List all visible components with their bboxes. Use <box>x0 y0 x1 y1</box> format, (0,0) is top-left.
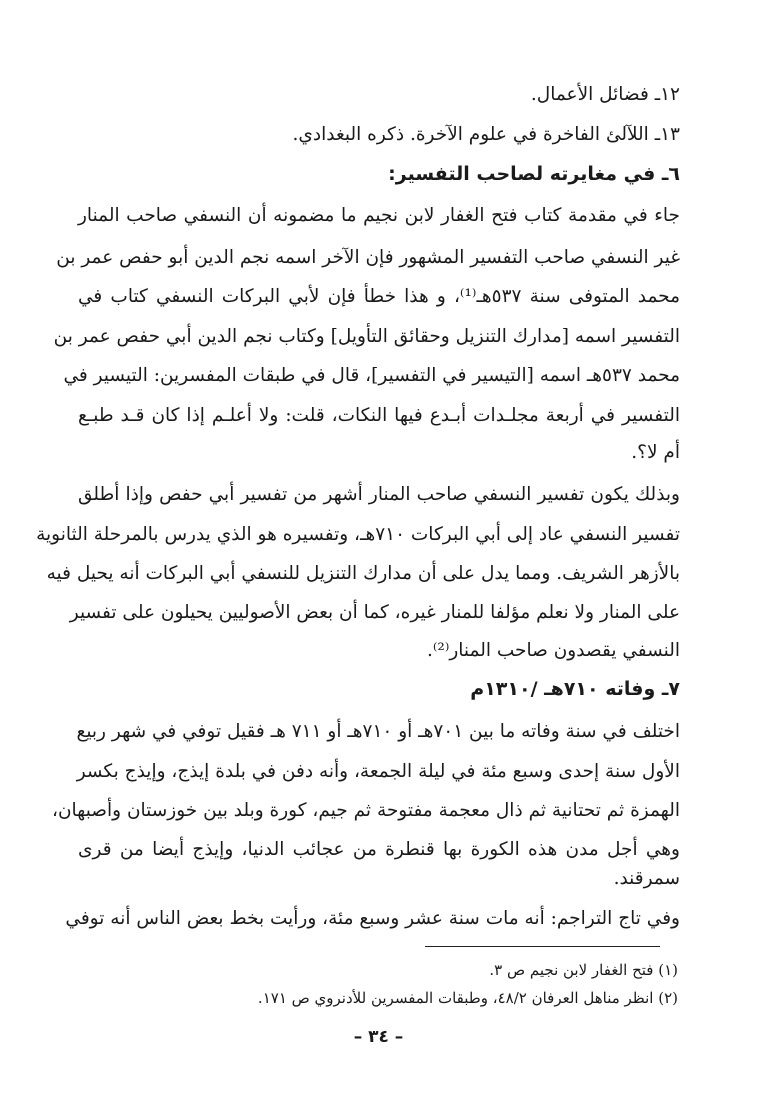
section-6-heading: ٦ـ في مغايرته لصاحب التفسير: <box>388 163 680 185</box>
section-7-para2-line-1: وفي تاج التراجم: أنه مات سنة عشر وسبع مئة، ورأيت بخط بعض الناس أنه توفي <box>65 908 680 929</box>
section-6-line-5: محمد ٥٣٧هـ اسمه [التيسير في التفسير]، قال في طبقات المفسرين: التيسير في <box>63 365 680 386</box>
section-6-line-4: التفسير اسمه [مدارك التنزيل وحقائق التأويل] وكتاب نجم الدين أبي حفص عمر بن <box>53 326 680 347</box>
list-item-13: ١٣ـ اللآلئ الفاخرة في علوم الآخرة. ذكره البغدادي. <box>292 124 680 145</box>
section-6-line-7: أم لا؟. <box>631 442 680 463</box>
section-6-para2-line-1: وبذلك يكون تفسير النسفي صاحب المنار أشهر من تفسير أبي حفص وإذا أطلق <box>78 484 680 505</box>
footnote-2: (٢) انظر مناهل العرفان ٤٨/٢، وطبقات المفسرين للأدنروي ص ١٧١. <box>257 989 678 1007</box>
section-6-para2-line-3: بالأزهر الشريف. ومما يدل على أن مدارك التنزيل للنسفي أبي البركات أنه يحيل فيه <box>46 563 680 584</box>
section-7-line-2: الأول سنة إحدى وسبع مئة في ليلة الجمعة، وأنه دفن في بلدة إيذج، وإيذج بكسر <box>76 761 680 782</box>
section-7-line-1: اختلف في سنة وفاته ما بين ٧٠١هـ أو ٧١٠هـ أو ٧١١ هـ فقيل توفي في شهر ربيع <box>76 721 680 742</box>
page-number: – ٣٤ – <box>353 1027 404 1047</box>
section-6-para2-line-5: النسفي يقصدون صاحب المنار⁽²⁾. <box>426 640 680 661</box>
section-6-para2-line-2: تفسير النسفي عاد إلى أبي البركات ٧١٠هـ، وتفسيره هو الذي يدرس بالمرحلة الثانوية <box>36 524 680 545</box>
section-7-line-3: الهمزة ثم تحتانية ثم ذال معجمة مفتوحة ثم جيم، كورة وبلد بين خوزستان وأصبهان، <box>51 800 680 821</box>
section-6-line-6: التفسير في أربعة مجلـدات أبـدع فيها النكات، قلت: ولا أعلـم إذا كان قـد طبـع <box>78 405 680 426</box>
section-7-heading: ٧ـ وفاته ٧١٠هـ /١٣١٠م <box>470 678 680 700</box>
section-7-line-4: وهي أجل مدن هذه الكورة بها قنطرة من عجائب الدنيا، وإيذج أيضا من قرى <box>78 839 680 860</box>
section-6-line-3: محمد المتوفى سنة ٥٣٧هـ⁽¹⁾، و هذا خطأ فإن لأبي البركات النسفي كتاب في <box>78 286 680 307</box>
section-6-line-1: جاء في مقدمة كتاب فتح الغفار لابن نجيم ما مضمونه أن النسفي صاحب المنار <box>78 205 680 226</box>
section-7-line-5: سمرقند. <box>613 868 680 889</box>
list-item-12: ١٢ـ فضائل الأعمال. <box>530 84 680 105</box>
section-6-line-2: غير النسفي صاحب التفسير المشهور فإن الآخر اسمه نجم الدين أبو حفص عمر بن <box>56 247 680 268</box>
section-6-para2-line-4: على المنار ولا نعلم مؤلفا للمنار غيره، كما أن بعض الأصوليين يحيلون على تفسير <box>69 602 680 623</box>
footnote-1: (١) فتح الغفار لابن نجيم ص ٣. <box>489 961 678 979</box>
footnote-divider <box>425 946 660 947</box>
